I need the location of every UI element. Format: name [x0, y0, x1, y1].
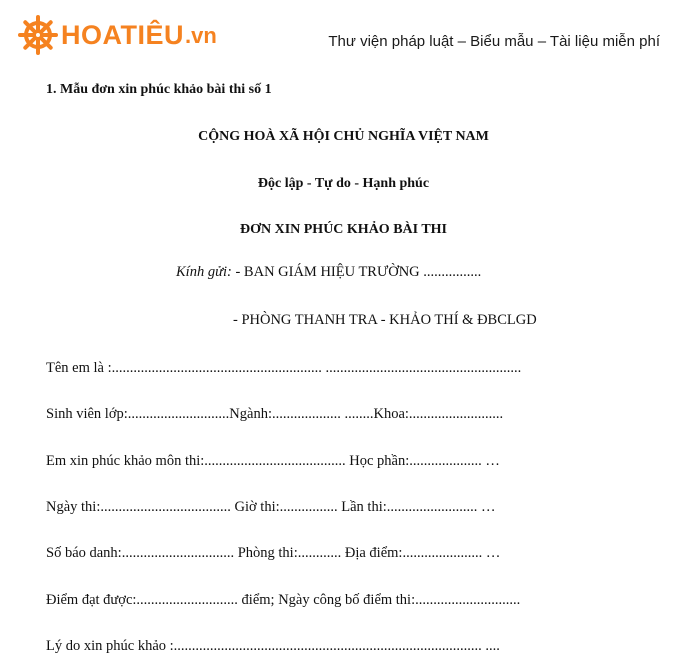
recipient-line-2: - PHÒNG THANH TRA - KHẢO THÍ & ĐBCLGD [233, 312, 537, 328]
field-candidate-room-location: Số báo danh:............................... Phòng thi:............ Địa điểm:...................... … [46, 545, 501, 561]
national-title: CỘNG HOÀ XÃ HỘI CHỦ NGHĨA VIỆT NAM [198, 129, 489, 144]
field-class-major-faculty: Sinh viên lớp:............................Ngành:................... ........Khoa:.......................... [46, 406, 504, 422]
site-header [0, 0, 687, 76]
logo-text: HOATIÊU [61, 19, 184, 50]
hoatieu-logo[interactable] [18, 14, 217, 56]
field-subject-module: Em xin phúc khảo môn thi:....................................... Học phần:.................... … [46, 453, 500, 469]
recipient-line-1 [176, 264, 481, 281]
form-title: ĐƠN XIN PHÚC KHẢO BÀI THI [239, 222, 448, 237]
section-heading: 1. Mẫu đơn xin phúc khảo bài thi số 1 [46, 82, 272, 97]
recipient-school: - BAN GIÁM HIỆU TRƯỜNG ................ [231, 264, 482, 280]
ship-wheel-icon [18, 15, 58, 55]
field-score-announcement: Điểm đạt được:............................ điểm; Ngày công bố điểm thi:............................. [46, 592, 521, 608]
field-student-name: Tên em là :.......................................................... ...................................................... [46, 360, 522, 376]
national-motto: Độc lập - Tự do - Hạnh phúc [257, 176, 430, 191]
field-exam-date-time: Ngày thi:.................................... Giờ thi:................ Lần thi:......................... … [46, 499, 496, 515]
site-tagline: Thư viện pháp luật – Biểu mẫu – Tài liệu miễn phí [328, 33, 660, 50]
logo-suffix: .vn [185, 23, 217, 48]
recipient-label: Kính gửi: [176, 264, 232, 280]
field-reason: Lý do xin phúc khảo :..................................................................................... .... [46, 638, 500, 654]
